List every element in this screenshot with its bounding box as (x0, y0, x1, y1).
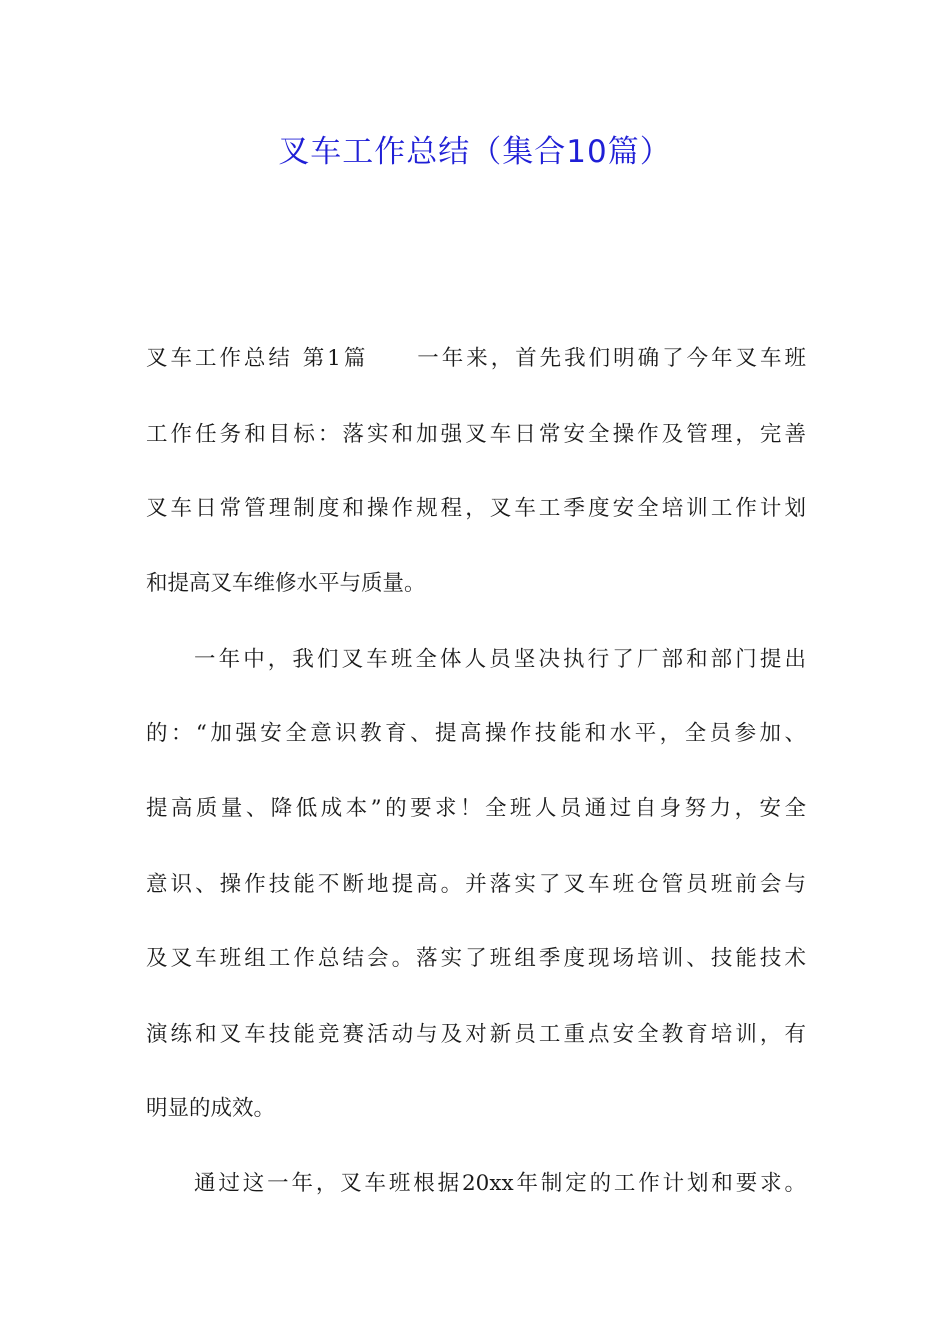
paragraph-line: 及叉车班组工作总结会。落实了班组季度现场培训、技能技术 (146, 946, 806, 971)
paragraph-line: 叉车工作总结 第1篇 一年来，首先我们明确了今年叉车班 (146, 346, 806, 371)
paragraph-line: 提高质量、降低成本”的要求！全班人员通过自身努力，安全 (146, 796, 806, 821)
paragraph-line: 的：“加强安全意识教育、提高操作技能和水平，全员参加、 (146, 721, 806, 746)
paragraph-line: 演练和叉车技能竞赛活动与及对新员工重点安全教育培训，有 (146, 1022, 806, 1047)
paragraph-line: 工作任务和目标：落实和加强叉车日常安全操作及管理，完善 (146, 422, 806, 447)
document-title: 叉车工作总结（集合10篇） (278, 134, 672, 170)
paragraph-line: 通过这一年，叉车班根据20xx年制定的工作计划和要求。 (194, 1171, 806, 1196)
paragraph-line: 一年中，我们叉车班全体人员坚决执行了厂部和部门提出 (194, 647, 806, 672)
paragraph-line: 意识、操作技能不断地提高。并落实了叉车班仓管员班前会与 (146, 872, 806, 897)
paragraph-line: 叉车日常管理制度和操作规程，叉车工季度安全培训工作计划 (146, 496, 806, 521)
paragraph-line: 明显的成效。 (146, 1096, 276, 1121)
paragraph-line: 和提高叉车维修水平与质量。 (146, 571, 426, 596)
